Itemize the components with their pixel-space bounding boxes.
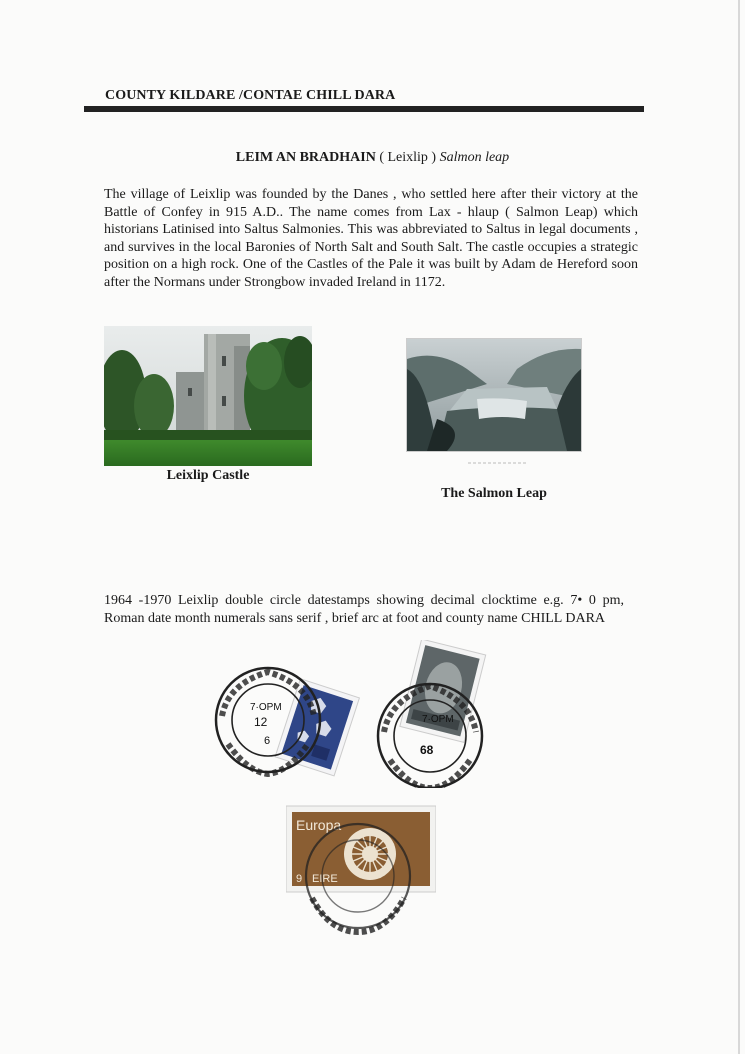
- sunburst-emblem-icon: [344, 828, 396, 880]
- header-divider: [84, 106, 644, 112]
- place-name-translation: Salmon leap: [439, 150, 510, 165]
- svg-text:9: 9: [296, 873, 303, 885]
- svg-text:7·OPM: 7·OPM: [250, 702, 282, 713]
- svg-text:68: 68: [420, 743, 434, 757]
- engraving-inscription: [468, 460, 528, 466]
- english-place-name: ( Leixlip ): [375, 150, 440, 165]
- svg-text:6: 6: [264, 735, 271, 747]
- salmon-leap-caption: The Salmon Leap: [441, 486, 547, 501]
- history-paragraph: The village of Leixlip was founded by the Danes , who settled here after their victory at the Battle of Confey in 915 A.D.. The name comes from Lax - hlaup ( Salmon Leap) which historians Latinised into Saltus Salmonies. This was abbreviated to Saltus in legal documents , and survives in the local Baronies of North Salt and South Salt. The castle occupies a strategic position on a high rock. One of the Castles of the Pale it was built by Adam de Hereford soon after the Normans under Strongbow invaded Ireland in 1172.: [104, 187, 638, 290]
- salmon-leap-engraving: [406, 338, 582, 452]
- svg-text:7·OPM: 7·OPM: [422, 714, 454, 725]
- stamp-europa-with-datestamp: [286, 804, 436, 938]
- stamp-grey-with-datestamp: [370, 640, 494, 788]
- section-heading: [0, 150, 745, 166]
- svg-text:EIRE: EIRE: [312, 873, 338, 885]
- stamp-blue-with-datestamp: [208, 664, 368, 788]
- leixlip-castle-caption: Leixlip Castle: [166, 468, 250, 483]
- svg-text:12: 12: [254, 715, 268, 729]
- datestamp-description: 1964 -1970 Leixlip double circle datestamps showing decimal clocktime e.g. 7• 0 pm, Roman date month numerals sans serif , brief arc at foot and county name CHILL DARA: [104, 593, 624, 626]
- page-title: COUNTY KILDARE /CONTAE CHILL DARA: [105, 88, 396, 103]
- irish-place-name: LEIM AN BRADHAIN: [235, 150, 376, 165]
- svg-text:Europa: Europa: [296, 817, 342, 833]
- leixlip-castle-photo: [104, 326, 312, 466]
